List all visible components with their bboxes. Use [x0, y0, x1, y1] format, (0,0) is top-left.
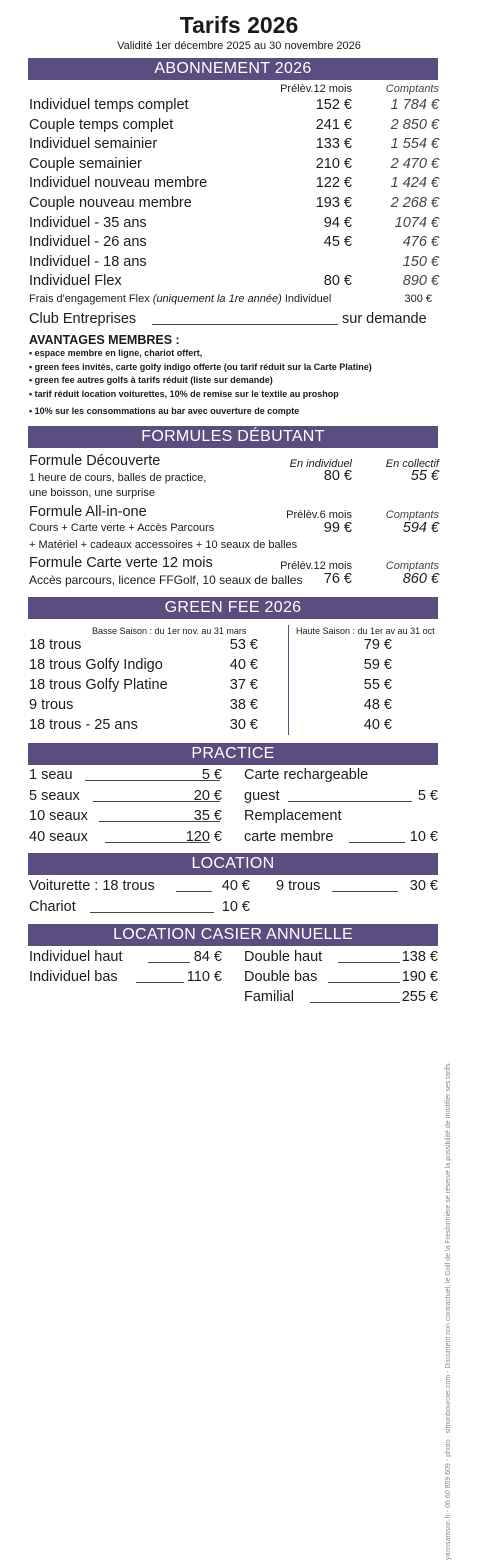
abonnement-row-cash: 1 424 € [390, 175, 439, 192]
nine-holes-value: 30 € [409, 878, 438, 894]
abonnement-row-label: Couple temps complet [29, 116, 174, 133]
abonnement-row-monthly: 122 € [315, 175, 352, 192]
practice-row-value: 20 € [193, 787, 222, 804]
abonnement-row-cash: 2 850 € [390, 116, 439, 133]
abonnement-row-label: Individuel - 18 ans [29, 253, 147, 270]
abonnement-row-label: Individuel Flex [29, 273, 122, 290]
carte-desc1: Accès parcours, licence FFGolf, 10 seaux de balles [29, 573, 303, 587]
decouverte-label: Formule Découverte [29, 453, 161, 469]
abonnement-row-monthly: 133 € [315, 136, 352, 153]
practice-guest-label: guest [244, 788, 280, 804]
abonnement-row-label: Individuel nouveau membre [29, 175, 208, 192]
abonnement-row-cash: 2 268 € [390, 195, 439, 211]
abonnement-row-cash: 2 470 € [390, 155, 439, 172]
casier-row-label: Individuel bas [29, 969, 118, 985]
greenfee-row-low: 53 € [229, 637, 258, 653]
abonnement-row-monthly: 193 € [315, 195, 352, 211]
carte-col2: Comptants [385, 560, 439, 572]
practice-row-label: 40 seaux [29, 828, 88, 845]
abonnement-row-monthly: 80 € [323, 273, 352, 290]
advantage-item: • tarif réduit location voiturettes, 10% de remise sur le textile au proshop [29, 388, 339, 399]
practice-row-label: 10 seaux [29, 808, 88, 825]
flex-fee-note: (uniquement la 1re année) [152, 293, 282, 305]
decouverte-desc1: 1 heure de cours, balles de practice, [29, 472, 207, 484]
greenfee-row-label: 18 trous Golfy Indigo [29, 657, 163, 673]
abonnement-row-label: Couple semainier [29, 155, 142, 172]
greenfee-row-low: 40 € [229, 657, 258, 673]
casier-row-value: 84 € [193, 949, 222, 965]
advantage-item: • green fees invités, carte golfy indigo offerte (ou tarif réduit sur la Carte Platine) [29, 361, 372, 372]
page-title: Tarifs 2026 [179, 12, 299, 38]
practice-member-label: carte membre [244, 829, 334, 845]
leader-line [136, 982, 184, 983]
voiturette-label: Voiturette : 18 trous [29, 878, 155, 894]
club-label: Club Entreprises [29, 311, 137, 327]
greenfee-row-label: 18 trous - 25 ans [29, 717, 138, 733]
greenfee-row-low: 38 € [229, 697, 258, 713]
flex-fee-row [29, 292, 331, 306]
abonnement-col-monthly: Prélèv.12 mois [280, 83, 352, 95]
abonnement-col-cash: Comptants [385, 83, 439, 95]
practice-row-value: 35 € [193, 808, 222, 825]
abonnement-row-monthly: 94 € [323, 214, 352, 231]
greenfee-low-season: Basse Saison : du 1er nov. au 31 mars [92, 626, 247, 636]
allin-desc1: Cours + Carte verte + Accès Parcours [29, 522, 215, 534]
decouverte-v2: 55 € [410, 468, 439, 484]
greenfee-row-high: 40 € [363, 717, 392, 733]
abonnement-row-monthly: 241 € [315, 116, 352, 133]
abonnement-row-cash: 1074 € [394, 214, 439, 231]
carte-v1: 76 € [323, 571, 352, 587]
greenfee-divider [288, 625, 289, 735]
casier-row-value: 110 € [186, 969, 222, 985]
nine-holes-label: 9 trous [276, 878, 321, 894]
decouverte-col1: En individuel [289, 458, 352, 470]
practice-header: PRACTICE [28, 743, 438, 765]
practice-replace-label: Remplacement [244, 808, 342, 824]
leader-line [349, 842, 405, 843]
leader-line [288, 801, 412, 802]
abonnement-row-cash: 150 € [402, 253, 439, 270]
debutant-header: FORMULES DÉBUTANT [28, 426, 438, 448]
leader-line [332, 891, 398, 892]
allin-col1: Prélèv.6 mois [286, 509, 352, 521]
abonnement-row-label: Individuel - 26 ans [29, 234, 147, 251]
greenfee-row-high: 59 € [363, 657, 392, 673]
abonnement-row-label: Individuel temps complet [29, 97, 189, 113]
abonnement-row-cash: 890 € [402, 273, 439, 290]
casier-row-value: 138 € [401, 949, 438, 965]
greenfee-row-label: 9 trous [29, 697, 74, 713]
abonnement-row-cash: 1 554 € [390, 136, 439, 153]
location-header: LOCATION [28, 853, 438, 875]
abonnement-row-monthly: 210 € [315, 155, 352, 172]
voiturette-value: 40 € [221, 878, 250, 894]
carte-col1: Prélèv.12 mois [280, 560, 352, 572]
greenfee-row-label: 18 trous Golfy Platine [29, 677, 168, 693]
abonnement-row-label: Couple nouveau membre [29, 195, 192, 211]
allin-desc2: + Matériel + cadeaux accessoires + 10 seaux de balles [29, 539, 298, 551]
flex-fee-label: Frais d'engagement Flex [29, 293, 150, 305]
leader-line [338, 962, 400, 963]
chariot-value: 10 € [221, 899, 250, 915]
greenfee-row-high: 55 € [363, 677, 392, 693]
abonnement-header: ABONNEMENT 2026 [28, 58, 438, 80]
allin-v2: 594 € [402, 520, 439, 536]
decouverte-v1: 80 € [323, 468, 352, 484]
carte-label: Formule Carte verte 12 mois [29, 555, 213, 571]
side-note: yannsamson.fr - 06 60 859 609 - photo : simonbourcier.com - Document non contractuel, le Golf de la Freslonnière se réserve la possibilité de modifier ses tarifs. [445, 1061, 452, 1560]
leader-line [310, 1002, 400, 1003]
abonnement-row-label: Individuel semainier [29, 136, 158, 153]
casier-row-label: Familial [244, 989, 294, 1005]
greenfee-row-high: 79 € [363, 637, 392, 653]
abonnement-row-monthly: 152 € [315, 97, 352, 113]
allin-col2: Comptants [385, 509, 439, 521]
carte-v2: 860 € [402, 571, 439, 587]
validity-text: Validité 1er décembre 2025 au 30 novembre 2026 [117, 40, 361, 52]
leader-line [152, 324, 338, 325]
chariot-label: Chariot [29, 899, 76, 915]
decouverte-col2: En collectif [385, 458, 439, 470]
advantage-item: • espace membre en ligne, chariot offert, [29, 348, 203, 358]
casier-row-label: Double haut [244, 949, 323, 965]
abonnement-row-cash: 1 784 € [390, 97, 439, 113]
practice-card-label: Carte rechargeable [244, 767, 369, 783]
greenfee-row-low: 30 € [229, 717, 258, 733]
practice-row-value: 5 € [201, 767, 222, 783]
advantages-title: AVANTAGES MEMBRES : [29, 333, 180, 347]
advantage-item: • green fee autres golfs à tarifs réduit (liste sur demande) [29, 375, 273, 385]
abonnement-row-label: Individuel - 35 ans [29, 214, 147, 231]
leader-line [328, 982, 400, 983]
casier-row-value: 255 € [401, 989, 438, 1005]
greenfee-high-season: Haute Saison : du 1er av au 31 oct [296, 626, 435, 636]
club-value: sur demande [342, 311, 427, 327]
casier-row-label: Double bas [244, 969, 318, 985]
casier-header: LOCATION CASIER ANNUELLE [28, 924, 438, 946]
casier-row-label: Individuel haut [29, 949, 123, 965]
abonnement-row-monthly: 45 € [323, 234, 352, 251]
abonnement-row-cash: 476 € [402, 234, 439, 251]
leader-line [90, 912, 214, 913]
flex-fee-suffix: Individuel [284, 293, 332, 305]
practice-member-value: 10 € [409, 829, 438, 845]
practice-row-label: 1 seau [29, 767, 73, 783]
greenfee-row-high: 48 € [363, 697, 392, 713]
greenfee-row-label: 18 trous [29, 637, 82, 653]
advantage-item: • 10% sur les consommations au bar avec ouverture de compte [29, 406, 300, 416]
decouverte-desc2: une boisson, une surprise [29, 487, 155, 499]
flex-fee-value: 300 € [404, 293, 432, 305]
allin-v1: 99 € [323, 520, 352, 536]
allin-label: Formule All-in-one [29, 504, 147, 520]
casier-row-value: 190 € [401, 969, 438, 985]
practice-row-value: 120 € [185, 828, 222, 845]
practice-guest-value: 5 € [417, 788, 438, 804]
greenfee-header: GREEN FEE 2026 [28, 597, 438, 619]
greenfee-row-low: 37 € [229, 677, 258, 693]
practice-row-label: 5 seaux [29, 787, 80, 804]
